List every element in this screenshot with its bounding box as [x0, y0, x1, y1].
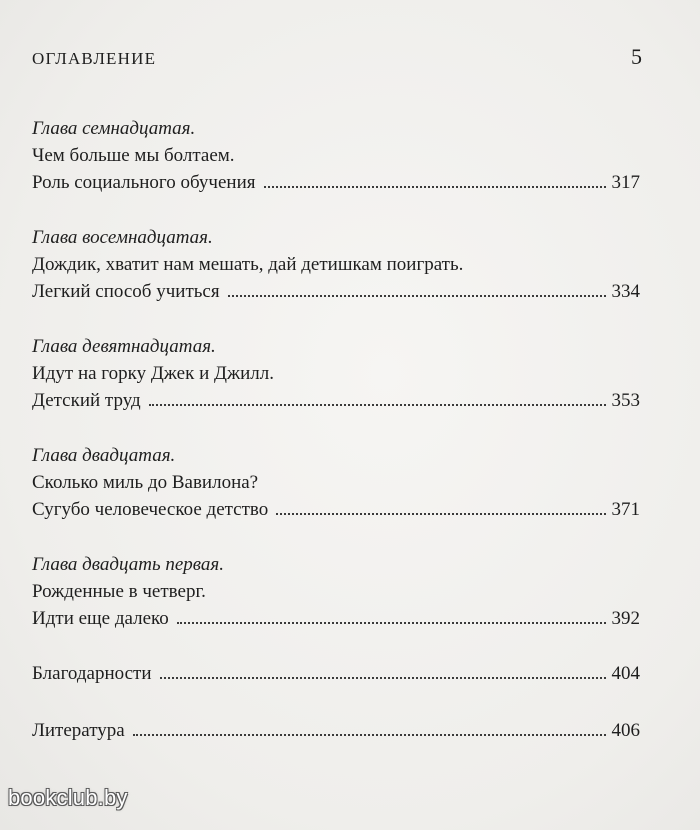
dot-leader: [228, 294, 606, 297]
section-title: Литература: [32, 720, 125, 741]
toc-entry: [32, 387, 640, 414]
toc-entry-acknowledgements: [32, 660, 640, 687]
dot-leader: [264, 185, 606, 188]
toc-chapter-19: [32, 333, 640, 414]
chapter-label: Глава восемнадцатая.: [32, 227, 213, 248]
chapter-label: Глава девятнадцатая.: [32, 336, 216, 357]
chapter-epigraph: Чем больше мы болтаем.: [32, 145, 235, 166]
chapter-page-number: 334: [611, 281, 640, 302]
chapter-epigraph: Дождик, хватит нам мешать, дай детишкам поиграть.: [32, 254, 464, 275]
chapter-title: Роль социального обучения: [32, 172, 256, 193]
toc-entry: [32, 496, 640, 523]
chapter-page-number: 317: [611, 172, 640, 193]
chapter-epigraph: Сколько миль до Вавилона?: [32, 472, 259, 493]
page-number: 5: [631, 44, 642, 69]
section-page-number: 404: [611, 663, 640, 684]
toc-entry-references: [32, 717, 640, 744]
dot-leader: [177, 621, 606, 624]
chapter-title: Легкий способ учиться: [32, 281, 220, 302]
chapter-page-number: 392: [611, 608, 640, 629]
chapter-label: Глава двадцатая.: [32, 445, 176, 466]
toc-entry: [32, 605, 640, 632]
toc-entry: [32, 169, 640, 196]
dot-leader: [276, 512, 605, 515]
chapter-label: Глава двадцать первая.: [32, 554, 225, 575]
chapter-title: Детский труд: [32, 390, 141, 411]
dot-leader: [133, 733, 606, 736]
chapter-title: Сугубо человеческое детство: [32, 499, 269, 520]
dot-leader: [160, 676, 606, 679]
toc-chapter-18: [32, 224, 640, 305]
running-head: ОГЛАВЛЕНИЕ: [32, 49, 157, 68]
toc-chapter-17: [32, 115, 640, 196]
chapter-page-number: 353: [611, 390, 640, 411]
table-of-contents: [32, 115, 640, 774]
dot-leader: [149, 403, 606, 406]
section-page-number: 406: [611, 720, 640, 741]
chapter-title: Идти еще далеко: [32, 608, 169, 629]
page-header: [32, 44, 642, 70]
toc-entry: [32, 278, 640, 305]
section-title: Благодарности: [32, 663, 152, 684]
site-watermark: bookclub.by: [8, 785, 128, 810]
chapter-epigraph: Идут на горку Джек и Джилл.: [32, 363, 274, 384]
chapter-epigraph: Рожденные в четверг.: [32, 581, 206, 602]
chapter-label: Глава семнадцатая.: [32, 118, 196, 139]
toc-chapter-20: [32, 442, 640, 523]
chapter-page-number: 371: [611, 499, 640, 520]
toc-chapter-21: [32, 551, 640, 632]
